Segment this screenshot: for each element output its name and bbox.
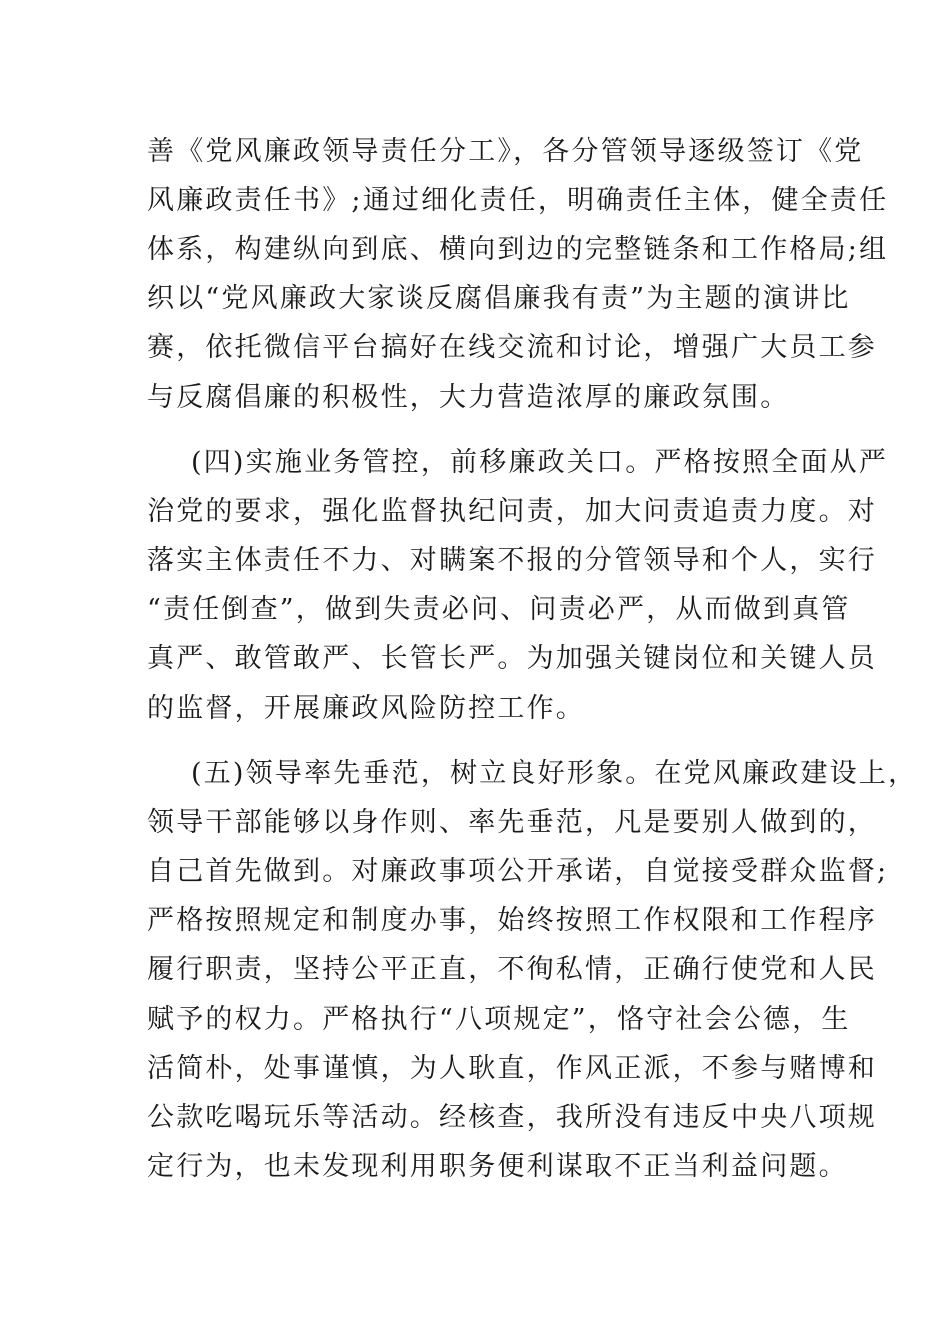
paragraph-1-line-4: 织以“党风廉政大家谈反腐倡廉我有责”为主题的演讲比 bbox=[147, 283, 851, 314]
paragraph-2-line-1: (四)实施业务管控，前移廉政关口。严格按照全面从严 bbox=[191, 447, 889, 478]
paragraph-3-line-3: 自己首先做到。对廉政事项公开承诺，自觉接受群众监督; bbox=[147, 856, 889, 887]
paragraph-1-line-1: 善《党风廉政领导责任分工》，各分管领导逐级签订《党 bbox=[147, 136, 864, 167]
paragraph-2-line-6: 的监督，开展廉政风险防控工作。 bbox=[147, 693, 585, 724]
paragraph-1-line-2: 风廉政责任书》;通过细化责任，明确责任主体，健全责任 bbox=[147, 185, 889, 216]
paragraph-2-line-5: 真严、敢管敢严、长管长严。为加强关键岗位和关键人员 bbox=[147, 643, 877, 674]
paragraph-3-line-8: 公款吃喝玩乐等活动。经核查，我所没有违反中央八项规 bbox=[147, 1102, 877, 1133]
paragraph-3-line-2: 领导干部能够以身作则、率先垂范，凡是要别人做到的， bbox=[147, 807, 877, 838]
paragraph-3-line-1: (五)领导率先垂范，树立良好形象。在党风廉政建设上， bbox=[191, 758, 918, 789]
paragraph-3-line-5: 履行职责，坚持公平正直，不徇私情，正确行使党和人民 bbox=[147, 954, 877, 985]
paragraph-3-line-6: 赋予的权力。严格执行“八项规定”，恪守社会公德，生 bbox=[147, 1004, 851, 1035]
paragraph-2-line-3: 落实主体责任不力、对瞒案不报的分管领导和个人，实行 bbox=[147, 545, 877, 576]
paragraph-1-line-6: 与反腐倡廉的积极性，大力营造浓厚的廉政氛围。 bbox=[147, 382, 790, 413]
paragraph-2-line-2: 治党的要求，强化监督执纪问责，加大问责追责力度。对 bbox=[147, 496, 877, 527]
paragraph-3-line-9: 定行为，也未发现利用职务便利谋取不正当利益问题。 bbox=[147, 1151, 848, 1182]
paragraph-1-line-3: 体系，构建纵向到底、横向到边的完整链条和工作格局;组 bbox=[147, 234, 889, 265]
paragraph-2-line-4: “责任倒查”，做到失责必问、问责必严，从而做到真管 bbox=[147, 594, 851, 625]
paragraph-3-line-4: 严格按照规定和制度办事，始终按照工作权限和工作程序 bbox=[147, 905, 877, 936]
paragraph-1-line-5: 赛，依托微信平台搞好在线交流和讨论，增强广大员工参 bbox=[147, 332, 877, 363]
paragraph-3-line-7: 活简朴，处事谨慎，为人耿直，作风正派，不参与赌博和 bbox=[147, 1053, 877, 1084]
